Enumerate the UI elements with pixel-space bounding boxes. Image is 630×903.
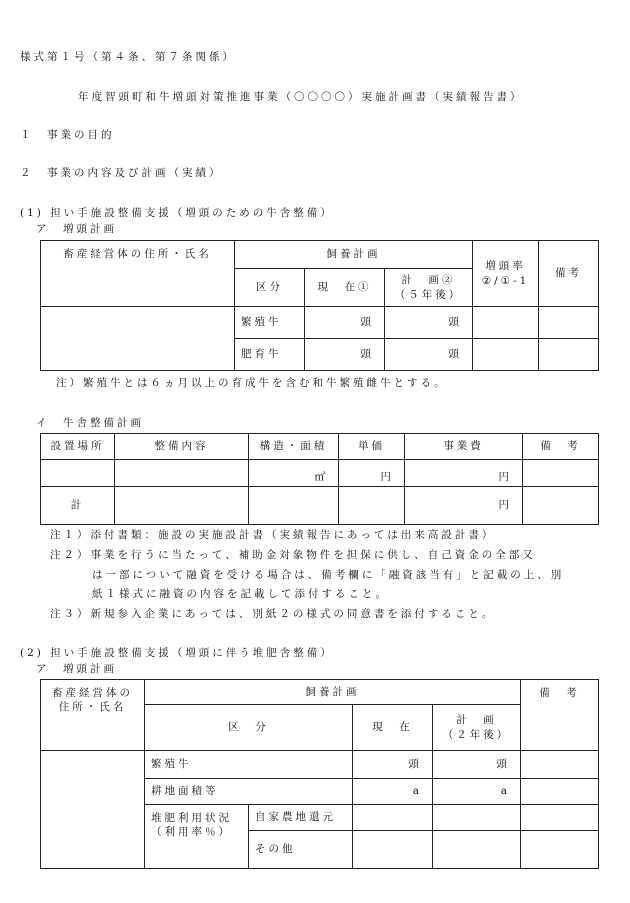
category-header: 区分	[235, 269, 305, 307]
herd-plan-table-2	[40, 679, 599, 869]
note-1: 注１）添付書類：施設の実施設計書（実績報告にあっては出来高設計書）	[50, 529, 496, 541]
plan-header	[385, 269, 473, 307]
plan-own-cell	[433, 805, 521, 831]
unit-price-yen: 円	[339, 460, 405, 487]
growth-rate-header	[473, 241, 539, 307]
current-fattening-unit: 頭	[305, 339, 385, 371]
row-breeding-cattle-2: 繁殖牛	[145, 751, 353, 779]
current-other-cell	[353, 831, 433, 869]
area-unit: ㎡	[249, 460, 339, 487]
remarks-cell-5	[521, 779, 599, 805]
total-cost-yen: 円	[405, 487, 523, 525]
remarks-cell-7	[521, 831, 599, 869]
place-header: 設置場所	[41, 434, 115, 460]
owner-label-line-2: 住所・氏名	[58, 701, 127, 714]
compost-usage-line-2: （利用率％）	[151, 826, 232, 839]
current-header-2: 現 在	[353, 705, 433, 751]
owner-header: 畜産経営体の住所・氏名	[41, 241, 235, 307]
owner-cell-2	[41, 751, 145, 869]
rate-cell-1	[473, 307, 539, 339]
remarks-header-3: 備 考	[521, 680, 599, 751]
total-content-cell	[115, 487, 249, 525]
own-farmland-return: 自家農地還元	[249, 805, 353, 831]
form-number: 様式第１号（第４条、第７条関係）	[20, 51, 236, 63]
plan-label: 計 画②	[401, 274, 456, 287]
category-header-2: 区 分	[145, 705, 353, 751]
document-title: 年度智頭町和牛増頭対策推進事業（〇〇〇〇）実施計画書（実績報告書）	[78, 91, 524, 103]
plan-years: （５年後）	[394, 288, 463, 301]
rate-cell-2	[473, 339, 539, 371]
plan-years-2: （２年後）	[442, 728, 511, 741]
compost-usage-line-1: 堆肥利用状況	[151, 812, 232, 824]
plan-other-cell	[433, 831, 521, 869]
barn-plan-table	[40, 433, 599, 525]
plan-header-2	[433, 705, 521, 751]
growth-rate-formula: ②/①-1	[481, 274, 530, 287]
current-header: 現 在①	[305, 269, 385, 307]
other-usage: その他	[249, 831, 353, 869]
subsection-1a-heading: ア 増頭計画	[36, 223, 117, 235]
content-cell	[115, 460, 249, 487]
herd-plan-table-1	[40, 240, 599, 371]
plan-label-2: 計 画	[456, 714, 497, 727]
plan-area-unit: a	[433, 779, 521, 805]
remarks-cell-6	[521, 805, 599, 831]
remarks-header-2: 備 考	[523, 434, 599, 460]
current-breeding-unit: 頭	[305, 307, 385, 339]
total-label: 計	[41, 487, 115, 525]
subsection-2a-heading: ア 増頭計画	[36, 663, 117, 675]
note-2-line-2: は一部について融資を受ける場合は、備考欄に「融資該当有」と記載の上、別	[92, 569, 565, 581]
cost-yen: 円	[405, 460, 523, 487]
compost-usage-label	[145, 805, 249, 869]
breeding-plan-header-2: 飼養計画	[145, 680, 521, 705]
remarks-cell-1	[539, 307, 599, 339]
total-remarks-cell	[523, 487, 599, 525]
plan-breeding-unit: 頭	[385, 307, 473, 339]
subsection-1-heading: (1) 担い手施設整備支援（増頭のための牛舎整備）	[20, 207, 334, 219]
unit-price-header: 単価	[339, 434, 405, 460]
total-structure-cell	[249, 487, 339, 525]
current-area-unit: a	[353, 779, 433, 805]
total-price-cell	[339, 487, 405, 525]
place-cell	[41, 460, 115, 487]
table-1-note: 注）繁殖牛とは６ヵ月以上の育成牛を含む和牛繁殖雌牛とする。	[56, 377, 448, 389]
plan-fattening-unit: 頭	[385, 339, 473, 371]
remarks-cell-3	[523, 460, 599, 487]
owner-label-line-1: 畜産経営体の	[52, 687, 133, 699]
note-2-line-3: 紙１様式に融資の内容を記載して添付すること。	[92, 588, 389, 600]
row-breeding-cattle: 繁殖牛	[235, 307, 305, 339]
current-own-cell	[353, 805, 433, 831]
current-breeding-unit-2: 頭	[353, 751, 433, 779]
content-header: 整備内容	[115, 434, 249, 460]
remarks-header: 備考	[539, 241, 599, 307]
remarks-cell-2	[539, 339, 599, 371]
row-farmland-area: 耕地面積等	[145, 779, 353, 805]
cost-header: 事業費	[405, 434, 523, 460]
note-2-line-1: 注２）事業を行うに当たって、補助金対象物件を担保に供し、自己資金の全部又	[50, 549, 536, 561]
section-1-heading: １ 事業の目的	[20, 129, 115, 141]
subsection-2-heading: (2) 担い手施設整備支援（増頭に伴う堆肥舎整備）	[20, 647, 334, 659]
note-3: 注３）新規参入企業にあっては、別紙２の様式の同意書を添付すること。	[50, 608, 496, 620]
owner-header-2	[41, 680, 145, 751]
section-2-heading: ２ 事業の内容及び計画（実績）	[20, 167, 223, 179]
breeding-plan-header: 飼養計画	[235, 241, 473, 269]
owner-cell	[41, 307, 235, 371]
growth-rate-label: 増頭率	[485, 260, 526, 273]
structure-header: 構造・面積	[249, 434, 339, 460]
remarks-cell-4	[521, 751, 599, 779]
plan-breeding-unit-2: 頭	[433, 751, 521, 779]
subsection-1b-heading: イ 牛舎整備計画	[36, 417, 144, 429]
row-fattening-cattle: 肥育牛	[235, 339, 305, 371]
